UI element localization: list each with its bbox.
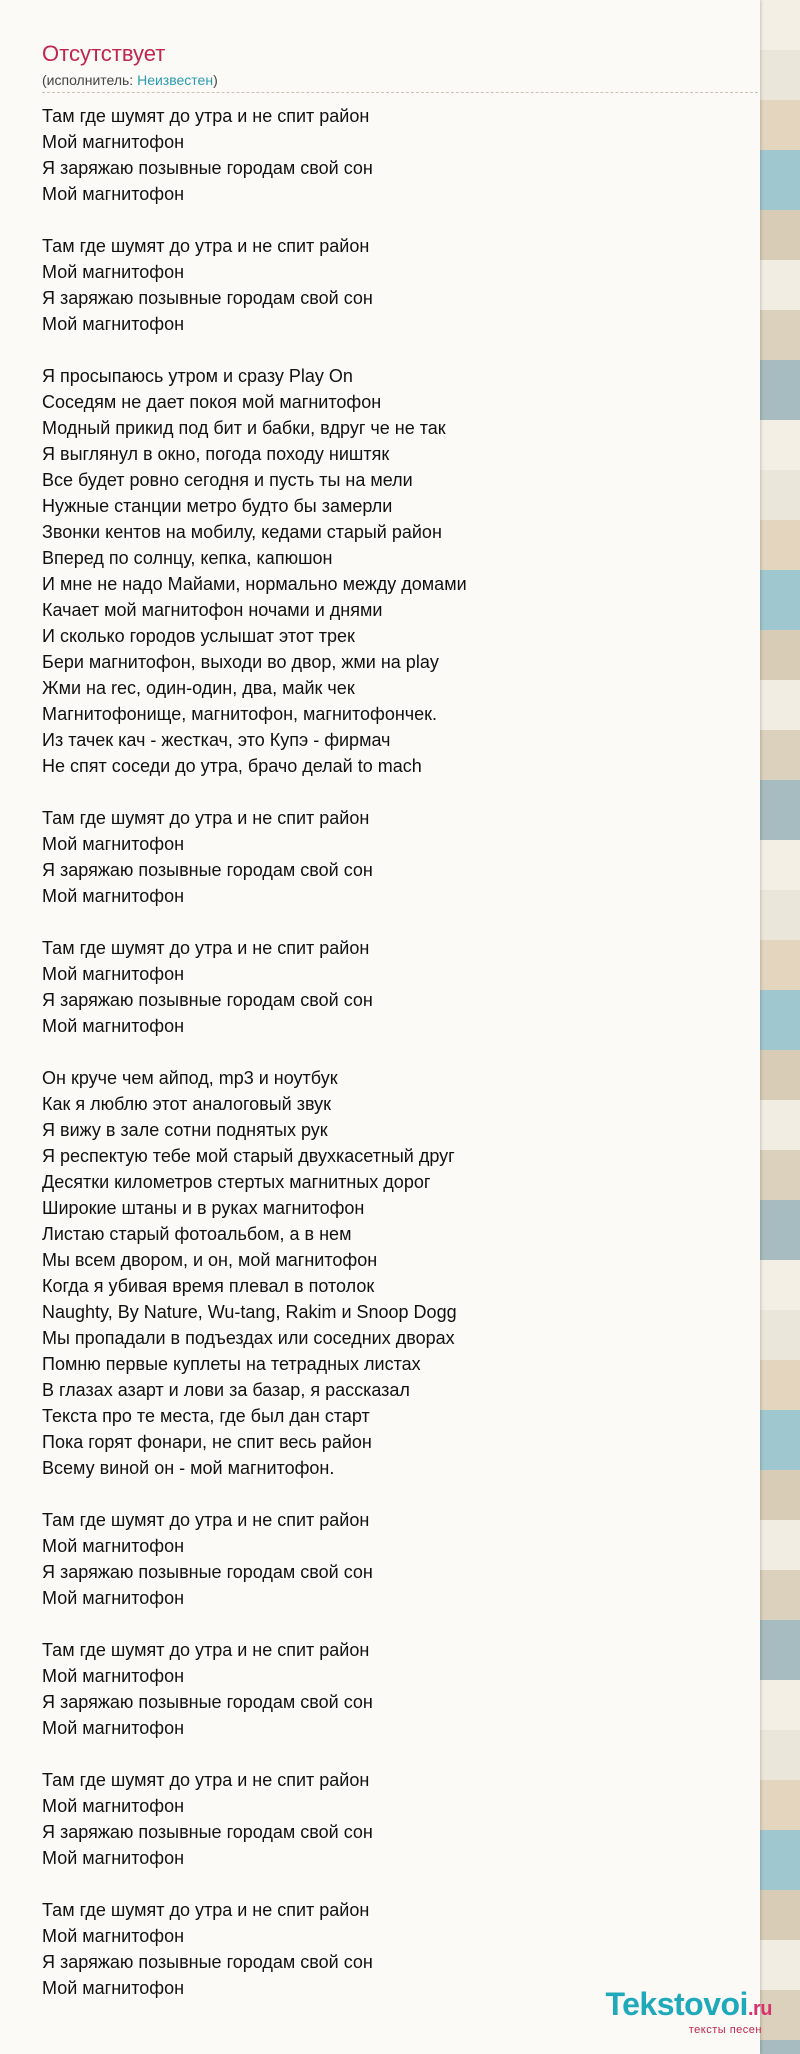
stanza [42,1507,758,1611]
lyric-line: Naughty, By Nature, Wu-tang, Rakim и Snoop Dogg [42,1302,457,1322]
lyric-line: Я выглянул в окно, погода походу ништяк [42,444,390,464]
lyric-line: Бери магнитофон, выходи во двор, жми на play [42,652,439,672]
lyric-line: Вперед по солнцу, кепка, капюшон [42,548,333,568]
lyric-line: Мой магнитофон [42,834,185,854]
logo-domain: .ru [747,1998,772,2020]
lyric-line: Листаю старый фотоальбом, а в нем [42,1224,352,1244]
lyric-line: Магнитофонище, магнитофон, магнитофончек. [42,704,438,724]
title-separator [42,92,758,93]
lyric-line: Там где шумят до утра и не спит район [42,106,370,126]
lyric-line: Мой магнитофон [42,1536,185,1556]
lyric-line: Мы всем двором, и он, мой магнитофон [42,1250,378,1270]
lyric-line: Текста про те места, где был дан старт [42,1406,370,1426]
lyric-line: Я просыпаюсь утром и сразу Play On [42,366,353,386]
lyric-line: Помню первые куплеты на тетрадных листах [42,1354,421,1374]
artist-suffix: ) [213,72,218,88]
artist-prefix: (исполнитель: [42,72,138,88]
lyric-line: Я заряжаю позывные городам свой сон [42,1692,373,1712]
lyrics-document [42,40,758,2027]
lyric-line: Я заряжаю позывные городам свой сон [42,1562,373,1582]
lyric-line: Там где шумят до утра и не спит район [42,236,370,256]
lyric-line: Я заряжаю позывные городам свой сон [42,990,373,1010]
lyric-line: Там где шумят до утра и не спит район [42,1510,370,1530]
lyric-line: Как я люблю этот аналоговый звук [42,1094,332,1114]
lyric-line: Там где шумят до утра и не спит район [42,808,370,828]
lyric-line: Там где шумят до утра и не спит район [42,938,370,958]
lyric-line: Все будет ровно сегодня и пусть ты на мели [42,470,413,490]
lyric-line: Мой магнитофон [42,314,185,334]
lyric-line: Он круче чем айпод, mp3 и ноутбук [42,1068,338,1088]
lyric-line: Мой магнитофон [42,1796,185,1816]
stanza [42,103,758,207]
lyric-line: Мой магнитофон [42,1016,185,1036]
lyric-line: Мой магнитофон [42,964,185,984]
stanza [42,805,758,909]
lyric-line: Там где шумят до утра и не спит район [42,1900,370,1920]
lyric-line: Я заряжаю позывные городам свой сон [42,860,373,880]
logo-tagline: тексты песен [688,2024,762,2036]
lyric-line: Мой магнитофон [42,1978,185,1998]
lyric-line: Я заряжаю позывные городам свой сон [42,158,373,178]
lyric-line: Из тачек кач - жесткач, это Купэ - фирмач [42,730,391,750]
artist-link[interactable]: Неизвестен [137,72,214,88]
lyric-line: Мой магнитофон [42,262,185,282]
lyric-line: Мой магнитофон [42,132,185,152]
lyric-line: Жми на rec, один-один, два, майк чек [42,678,355,698]
lyric-line: Мой магнитофон [42,1588,185,1608]
lyric-line: Там где шумят до утра и не спит район [42,1640,370,1660]
lyric-line: Я заряжаю позывные городам свой сон [42,1952,373,1972]
stanza [42,363,758,779]
lyric-line: Я заряжаю позывные городам свой сон [42,1822,373,1842]
lyric-line: Мой магнитофон [42,1718,185,1738]
lyric-line: Мой магнитофон [42,1848,185,1868]
site-logo[interactable] [605,1987,772,2036]
lyric-line: Качает мой магнитофон ночами и днями [42,600,383,620]
lyrics-body [42,103,758,2001]
stanza [42,233,758,337]
lyric-line: Я респектую тебе мой старый двухкасетный друг [42,1146,455,1166]
lyric-line: Я вижу в зале сотни поднятых рук [42,1120,328,1140]
stanza [42,1767,758,1871]
lyric-line: Мой магнитофон [42,1666,185,1686]
lyric-line: Не спят соседи до утра, брачо делай to mach [42,756,422,776]
artist-line [42,71,758,89]
stanza [42,1637,758,1741]
logo-wordmark [605,1987,772,2026]
stanza [42,935,758,1039]
lyric-line: И мне не надо Майами, нормально между домами [42,574,467,594]
lyric-line: Широкие штаны и в руках магнитофон [42,1198,365,1218]
lyric-line: Звонки кентов на мобилу, кедами старый район [42,522,442,542]
logo-name: Tekstovoi [605,1986,748,2022]
lyric-line: Мой магнитофон [42,184,185,204]
lyric-line: Мы пропадали в подъездах или соседних дворах [42,1328,455,1348]
lyric-line: Мой магнитофон [42,886,185,906]
lyric-line: Десятки километров стертых магнитных дорог [42,1172,431,1192]
lyric-line: Всему виной он - мой магнитофон. [42,1458,335,1478]
stanza [42,1065,758,1481]
lyric-line: Нужные станции метро будто бы замерли [42,496,393,516]
lyric-line: Когда я убивая время плевал в потолок [42,1276,375,1296]
lyric-line: Модный прикид под бит и бабки, вдруг че не так [42,418,446,438]
lyric-line: Мой магнитофон [42,1926,185,1946]
lyric-line: Я заряжаю позывные городам свой сон [42,288,373,308]
lyric-line: В глазах азарт и лови за базар, я рассказал [42,1380,410,1400]
lyric-line: И сколько городов услышат этот трек [42,626,355,646]
song-title: Отсутствует [42,41,166,66]
lyric-line: Пока горят фонари, не спит весь район [42,1432,372,1452]
lyric-line: Соседям не дает покоя мой магнитофон [42,392,382,412]
lyric-line: Там где шумят до утра и не спит район [42,1770,370,1790]
